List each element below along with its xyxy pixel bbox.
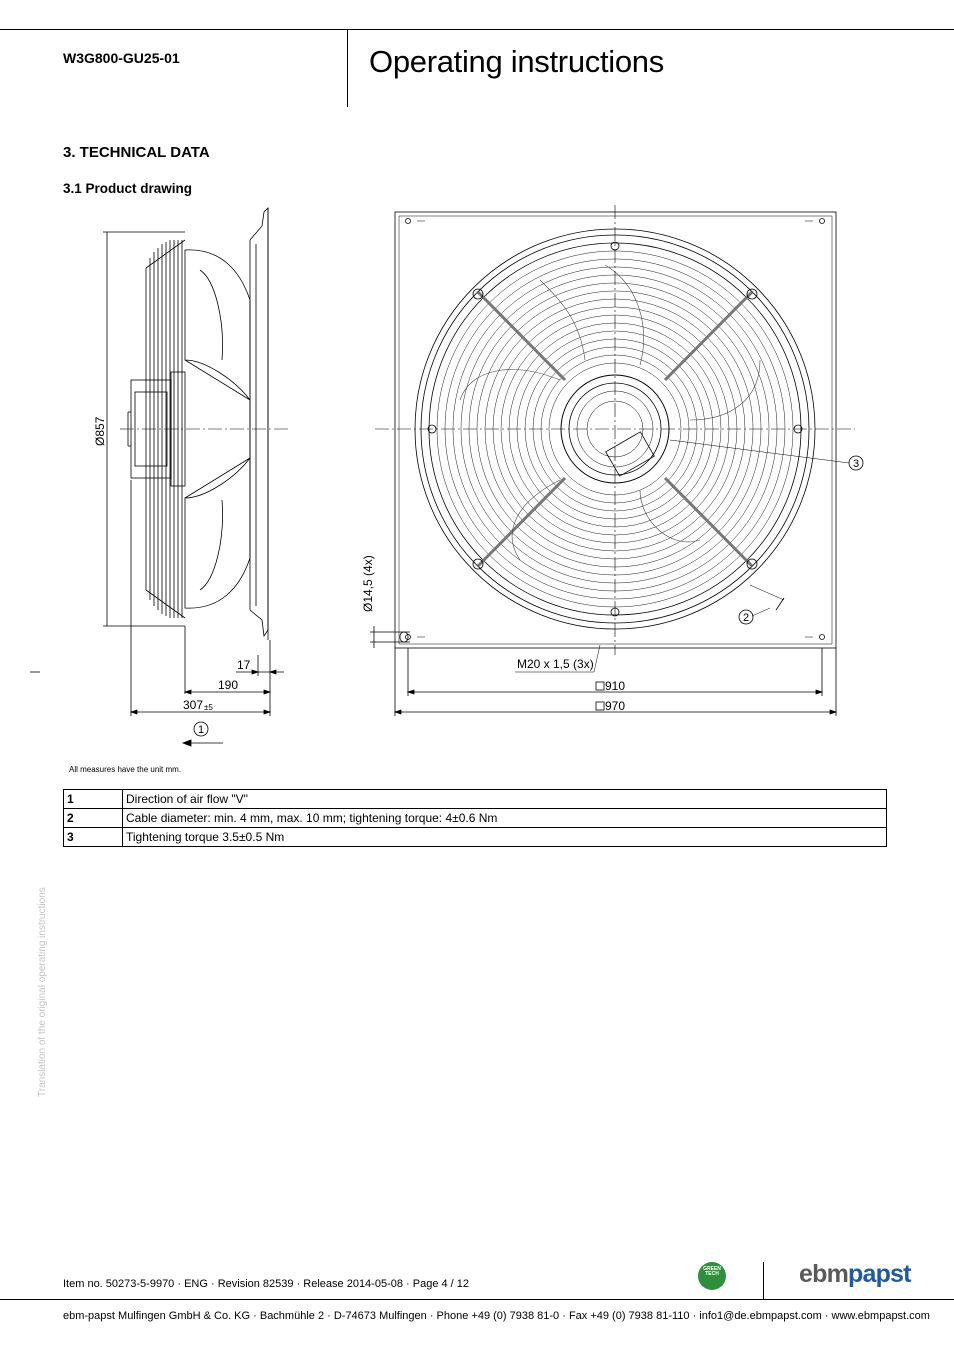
footer-company-info: ebm-papst Mulfingen GmbH & Co. KG · Bachmühle 2 · D-74673 Mulfingen · Phone +49 (0) 7938 81-0 · Fax +49 (0) 7938 81-110 · info1@de.ebmpapst.com · www.ebmpapst.com bbox=[63, 1310, 930, 1322]
side-note: Translation of the original operating instructions bbox=[37, 887, 48, 1097]
note-number: 1 bbox=[64, 790, 123, 809]
note-number: 3 bbox=[64, 828, 123, 847]
ebmpapst-logo bbox=[799, 1260, 911, 1289]
footer-rule bbox=[0, 1299, 954, 1300]
note-text: Direction of air flow "V" bbox=[123, 790, 887, 809]
model-number: W3G800-GU25-01 bbox=[63, 50, 180, 66]
section-heading: 3. TECHNICAL DATA bbox=[63, 144, 210, 161]
legend-table bbox=[63, 789, 887, 847]
badge-line2: TECH bbox=[705, 1271, 719, 1277]
logo-part-papst: papst bbox=[848, 1260, 911, 1288]
dim-hole: Ø14,5 (4x) bbox=[361, 555, 375, 612]
dim-307-tolerance: ±5 bbox=[204, 703, 213, 712]
note-text: Cable diameter: min. 4 mm, max. 10 mm; tightening torque: 4±0.6 Nm bbox=[123, 809, 887, 828]
callout-3: 3 bbox=[853, 458, 860, 470]
logo-part-ebm: ebm bbox=[799, 1260, 849, 1288]
subsection-heading: 3.1 Product drawing bbox=[63, 181, 193, 196]
badge-text bbox=[698, 1267, 726, 1277]
dim-diameter: Ø857 bbox=[93, 416, 107, 446]
callout-1: 1 bbox=[198, 724, 205, 736]
footer-item-info: Item no. 50273-5-9970 · ENG · Revision 82539 · Release 2014-05-08 · Page 4 / 12 bbox=[63, 1278, 470, 1290]
dim-307: 307 bbox=[183, 698, 204, 712]
dim-thread: M20 x 1,5 (3x) bbox=[517, 657, 594, 671]
table-row bbox=[64, 828, 887, 847]
dim-17: 17 bbox=[237, 658, 251, 672]
header-top-rule bbox=[0, 29, 954, 30]
product-drawing bbox=[0, 200, 954, 760]
badge-line1: GREEN bbox=[703, 1266, 721, 1272]
footer-logo-divider bbox=[763, 1262, 764, 1300]
note-text: Tightening torque 3.5±0.5 Nm bbox=[123, 828, 887, 847]
fan-side-view bbox=[103, 208, 290, 746]
table-row bbox=[64, 790, 887, 809]
callout-2: 2 bbox=[743, 612, 750, 624]
greentech-badge-icon bbox=[698, 1262, 726, 1290]
page-title: Operating instructions bbox=[369, 44, 664, 79]
note-number: 2 bbox=[64, 809, 123, 828]
dim-970: 970 bbox=[605, 699, 626, 713]
table-row bbox=[64, 809, 887, 828]
fan-front-view bbox=[370, 205, 863, 716]
dim-190: 190 bbox=[218, 678, 239, 692]
dim-910: 910 bbox=[605, 679, 626, 693]
header-divider bbox=[347, 29, 348, 107]
unit-note: All measures have the unit mm. bbox=[69, 765, 182, 774]
